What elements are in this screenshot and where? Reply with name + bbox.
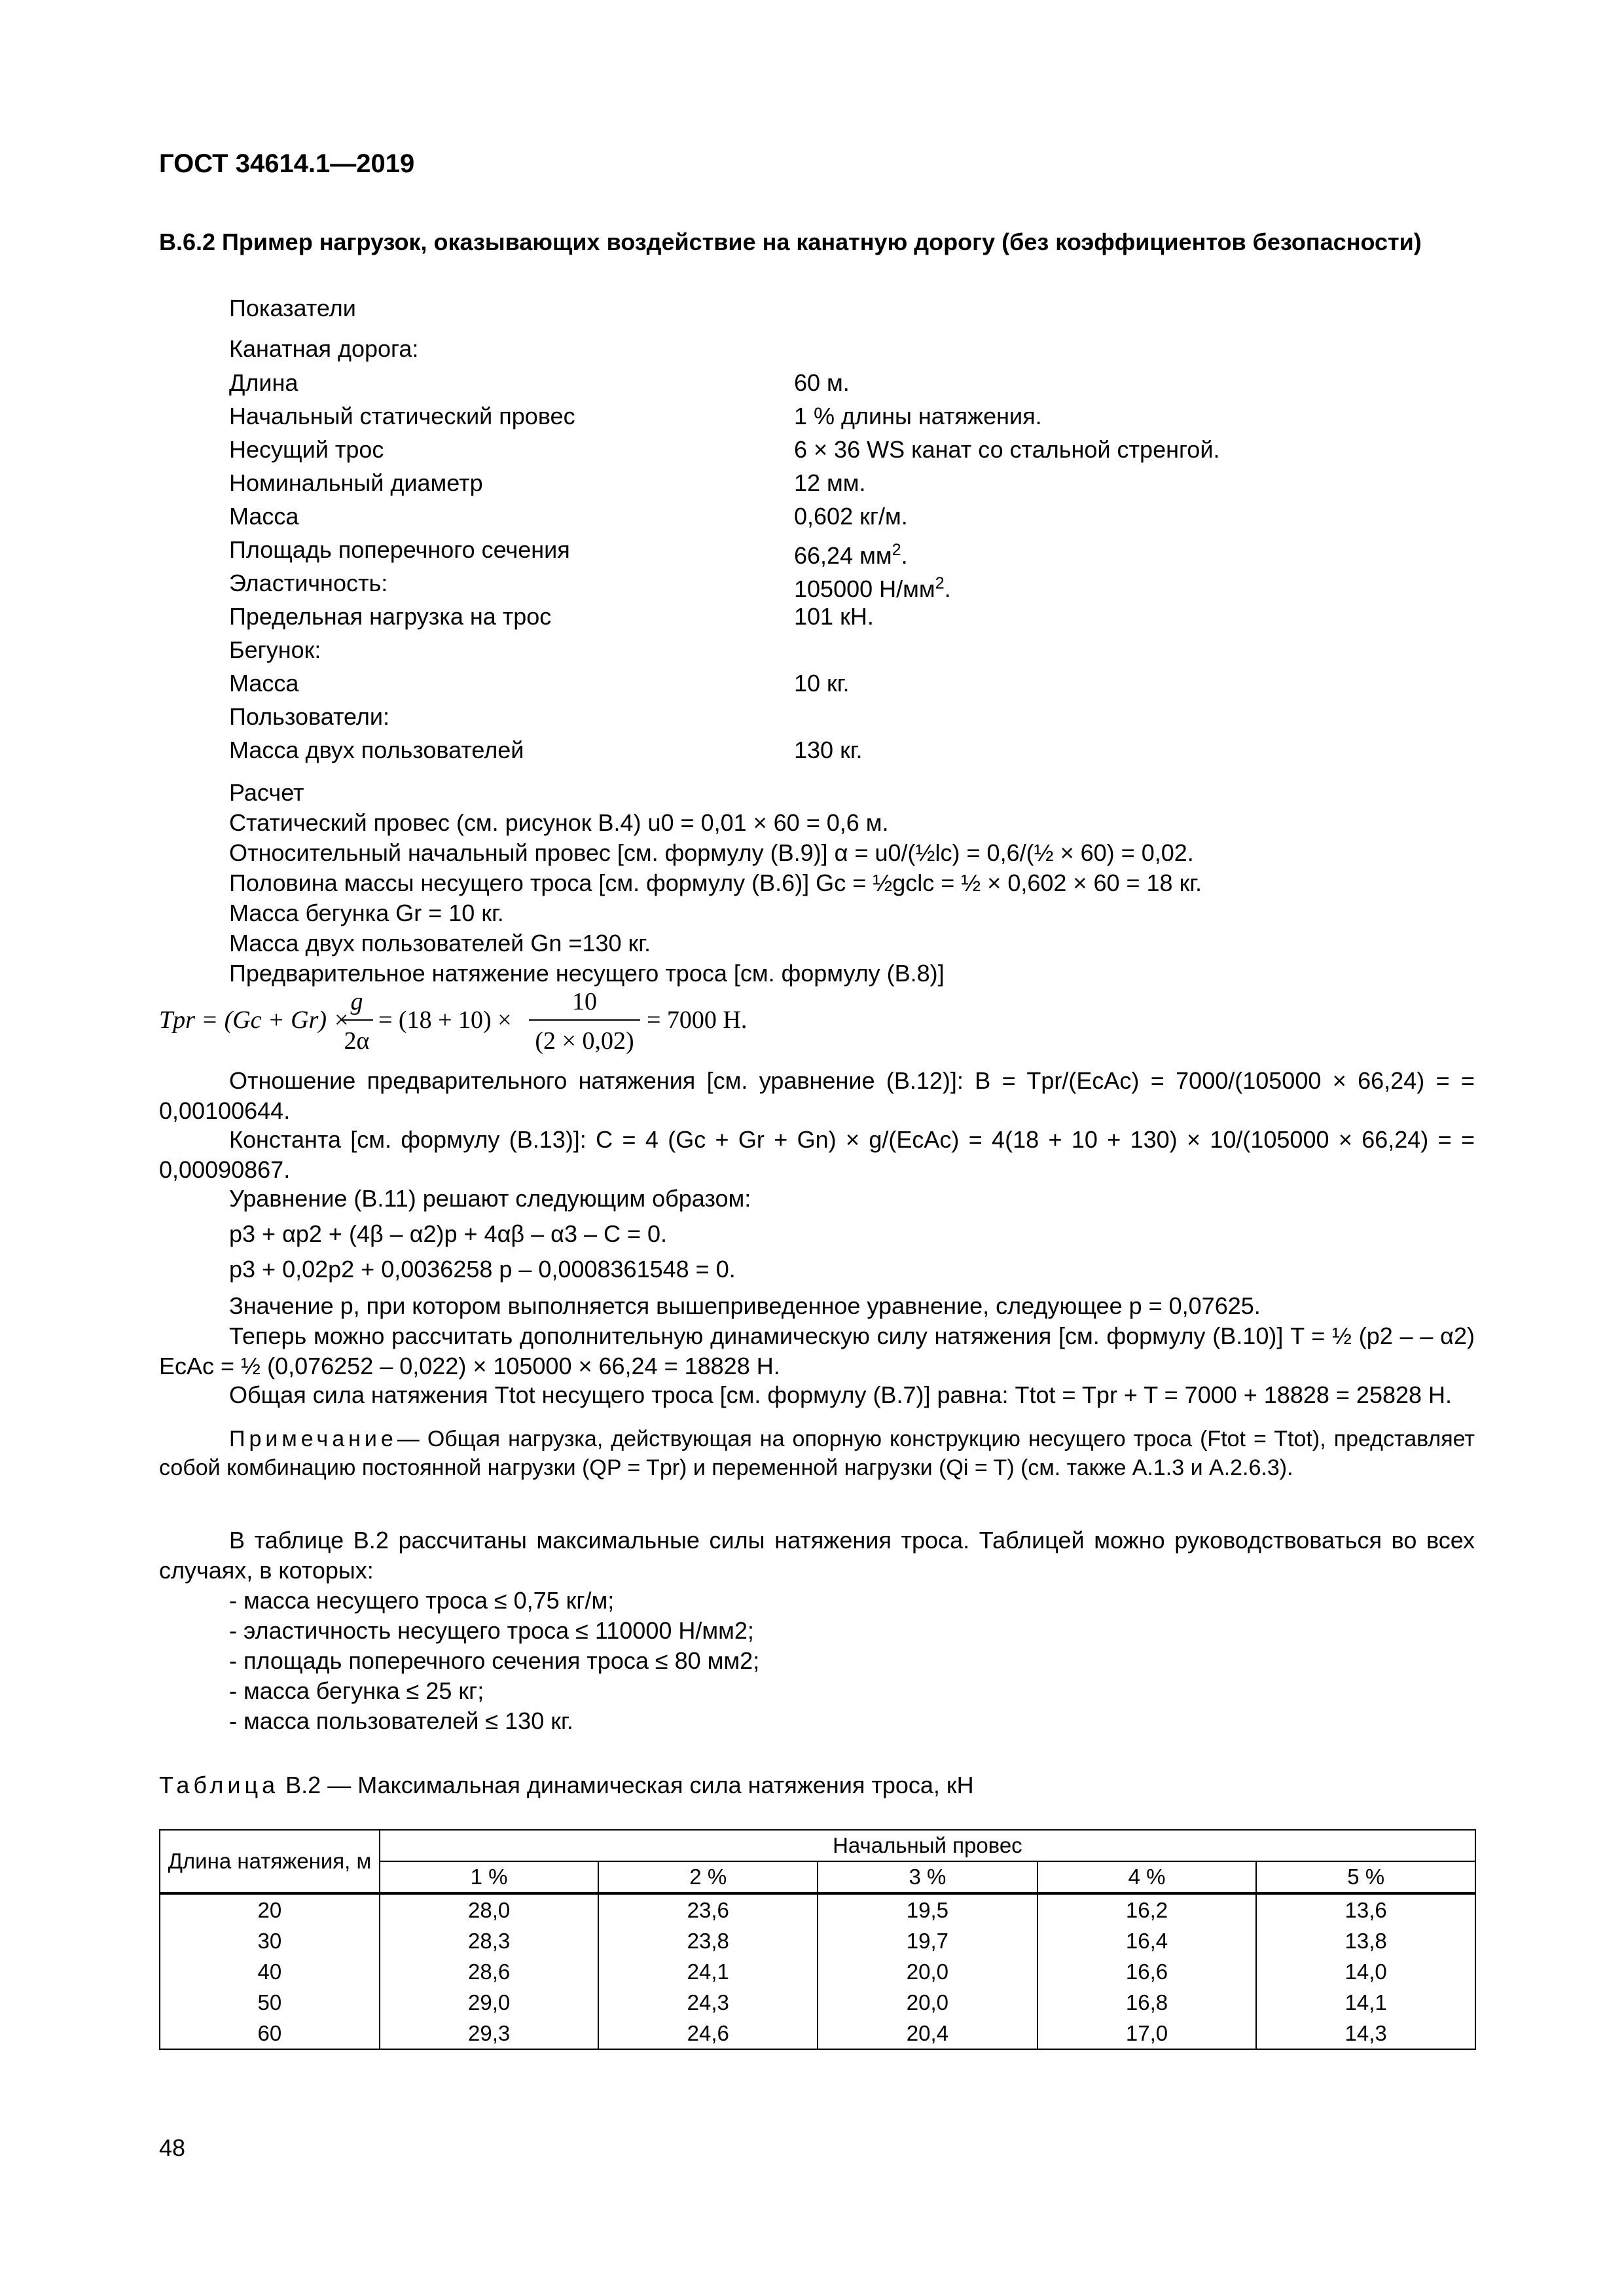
condition-item: - масса бегунка ≤ 25 кг; [229,1677,484,1704]
calc-trolley-mass: Масса бегунка Gr = 10 кг. [229,900,504,926]
table-cell: 16,2 [1038,1893,1257,1925]
table-row [160,1987,1475,2018]
table-cell: 19,5 [818,1893,1038,1925]
calc-dynamic-force: Теперь можно рассчитать дополнительную динамическую силу натяжения [см. формулу (В.10)] T = ½ (p2 – – α2) EcAc = ½ (0,076252 – 0,022) × 105000 × 66,24 = 18828 Н. [159,1322,1475,1379]
condition-item: - масса пользователей ≤ 130 кг. [229,1707,573,1734]
table-row [160,1925,1475,1956]
formula-mid: = (18 + 10) × [378,1006,512,1034]
table-cell: 40 [160,1956,380,1987]
trolley-mass-value: 10 кг. [794,670,850,697]
document-id: ГОСТ 34614.1—2019 [159,149,415,178]
param-label: Несущий трос [229,436,384,463]
table-cell: 14,1 [1256,1987,1475,2018]
param-label: Начальный статический провес [229,403,575,429]
table-cell: 23,8 [598,1925,818,1956]
trolley-label: Бегунок: [229,636,321,663]
formula-frac2-num: 10 [572,988,597,1015]
table-cell: 24,6 [598,2018,818,2049]
indicators-label: Показатели [229,295,356,321]
param-label: Предельная нагрузка на трос [229,603,552,630]
calc-p-value: Значение p, при котором выполняется вышеприведенное уравнение, следующее p = 0,07625. [229,1292,1261,1319]
table-cell: 16,6 [1038,1956,1257,1987]
calc-static-sag: Статический провес (см. рисунок В.4) u0 = 0,01 × 60 = 0,6 м. [229,809,889,836]
condition-item: - площадь поперечного сечения троса ≤ 80 мм2; [229,1647,760,1674]
calc-total-force: Общая сила натяжения Ttot несущего троса [см. формулу (В.7)] равна: Ttot = Tpr + T = 7000 + 18828 = 25828 Н. [229,1381,1453,1408]
param-value: 12 мм. [794,469,866,496]
users-label: Пользователи: [229,703,389,730]
cableway-label: Канатная дорога: [229,335,419,362]
param-label: Длина [229,369,298,396]
table-cell: 23,6 [598,1893,818,1925]
trolley-mass-label: Масса [229,670,299,697]
calc-equation-2: p3 + 0,02p2 + 0,0036258 p – 0,0008361548 = 0. [229,1256,736,1283]
table-cell: 13,6 [1256,1893,1475,1925]
table-cell: 29,3 [380,2018,599,2049]
table-row [160,1893,1475,1925]
table-cell: 16,4 [1038,1925,1257,1956]
calc-equation-intro: Уравнение (В.11) решают следующим образом: [229,1185,751,1212]
formula-frac2-den: (2 × 0,02) [535,1027,634,1055]
table-cell: 19,7 [818,1925,1038,1956]
column-header-group: Начальный провес [380,1830,1475,1861]
condition-item: - масса несущего троса ≤ 0,75 кг/м; [229,1587,615,1614]
param-value: 66,24 $мм^2$. [794,541,908,569]
table-cell: 17,0 [1038,2018,1257,2049]
table-intro: В таблице В.2 рассчитаны максимальные силы натяжения троса. Таблицей можно руководствоваться во всех случаях, в которых: [159,1527,1475,1584]
table-cell: 24,3 [598,1987,818,2018]
page-number: 48 [159,2134,186,2161]
table-cell: 16,8 [1038,1987,1257,2018]
table-cell: 20 [160,1893,380,1925]
table-cell: 28,3 [380,1925,599,1956]
param-value: 60 м. [794,369,850,396]
note-text: — Общая нагрузка, действующая на опорную конструкцию несущего троса (Ftot = Ttot), представляет собой комбинацию постоянной нагрузки (QP = Tpr) и переменной нагрузки (Qi = T) (см. также А.1.3 и А.2.6.3). [159,1427,1475,1480]
condition-item: - эластичность несущего троса ≤ 110000 Н/мм2; [229,1617,754,1644]
formula-frac1-den: 2α [344,1027,370,1055]
max-tension-table [159,1829,1476,2050]
table-cell: 20,4 [818,2018,1038,2049]
param-value: 0,602 кг/м. [794,503,908,530]
calc-equation-1: p3 + αp2 + (4β – α2)p + 4αβ – α3 – C = 0. [229,1220,668,1247]
table-caption [159,1772,974,1799]
param-label: Масса [229,503,299,530]
users-mass-label: Масса двух пользователей [229,737,524,763]
table-cell: 50 [160,1987,380,2018]
calc-pretension-label: Предварительное натяжение несущего троса [см. формулу (В.8)] [229,960,945,987]
table-row [160,2018,1475,2049]
table-caption-label: Таблица [159,1772,280,1798]
table-row [160,1956,1475,1987]
param-value: 6 × 36 WS канат со стальной стренгой. [794,436,1220,463]
section-heading: В.6.2 Пример нагрузок, оказывающих воздействие на канатную дорогу (без коэффициентов безопасности) [159,228,1422,255]
table-cell: 28,6 [380,1956,599,1987]
table-cell: 20,0 [818,1956,1038,1987]
table-cell: 30 [160,1925,380,1956]
table-cell: 20,0 [818,1987,1038,2018]
param-value: 101 кН. [794,603,874,630]
column-header-sag: 4 % [1038,1861,1257,1893]
note-label: Примечание [229,1427,397,1451]
table-cell: 14,0 [1256,1956,1475,1987]
formula-frac1-num: g [350,988,363,1015]
calc-half-mass: Половина массы несущего троса [см. формулу (В.6)] Gc = ½gclc = ½ × 0,602 × 60 = 18 кг. [229,869,1202,896]
param-value: 105000 $Н/мм^2$. [794,574,951,602]
table-cell: 24,1 [598,1956,818,1987]
note [159,1425,1475,1482]
table-cell: 13,8 [1256,1925,1475,1956]
param-value: 1 % длины натяжения. [794,403,1042,429]
table-cell: 60 [160,2018,380,2049]
param-label: Площадь поперечного сечения [229,536,570,563]
calc-users-mass: Масса двух пользователей Gn =130 кг. [229,930,651,957]
column-header-sag: 3 % [818,1861,1038,1893]
calc-constant: Константа [см. формулу (В.13)]: C = 4 (Gc + Gr + Gn) × g/(EcAc) = 4(18 + 10 + 130) × 10/(105000 × 66,24) = = 0,00090867. [159,1126,1475,1183]
param-label: Номинальный диаметр [229,469,483,496]
users-mass-value: 130 кг. [794,737,863,763]
table-cell: 29,0 [380,1987,599,2018]
column-header-sag: 2 % [598,1861,818,1893]
table-cell: 14,3 [1256,2018,1475,2049]
calc-ratio: Отношение предварительного натяжения [см. уравнение (В.12)]: B = Tpr/(EcAc) = 7000/(105000 × 66,24) = = 0,00100644. [159,1067,1475,1124]
column-header-sag: 1 % [380,1861,599,1893]
pretension-formula [159,982,814,1061]
formula-rhs: = 7000 Н. [647,1006,748,1034]
param-label: Эластичность: [229,570,388,596]
column-header-length: Длина натяжения, м [160,1830,380,1893]
calc-title: Расчет [229,779,304,806]
calc-relative-sag: Относительный начальный провес [см. формулу (В.9)] α = u0/(½lc) = 0,6/(½ × 60) = 0,02. [229,839,1194,866]
formula-lhs: Tpr = (Gc + Gr) × [159,1006,350,1034]
table-caption-text: В.2 — Максимальная динамическая сила натяжения троса, кН [285,1772,974,1798]
column-header-sag: 5 % [1256,1861,1475,1893]
table-cell: 28,0 [380,1893,599,1925]
